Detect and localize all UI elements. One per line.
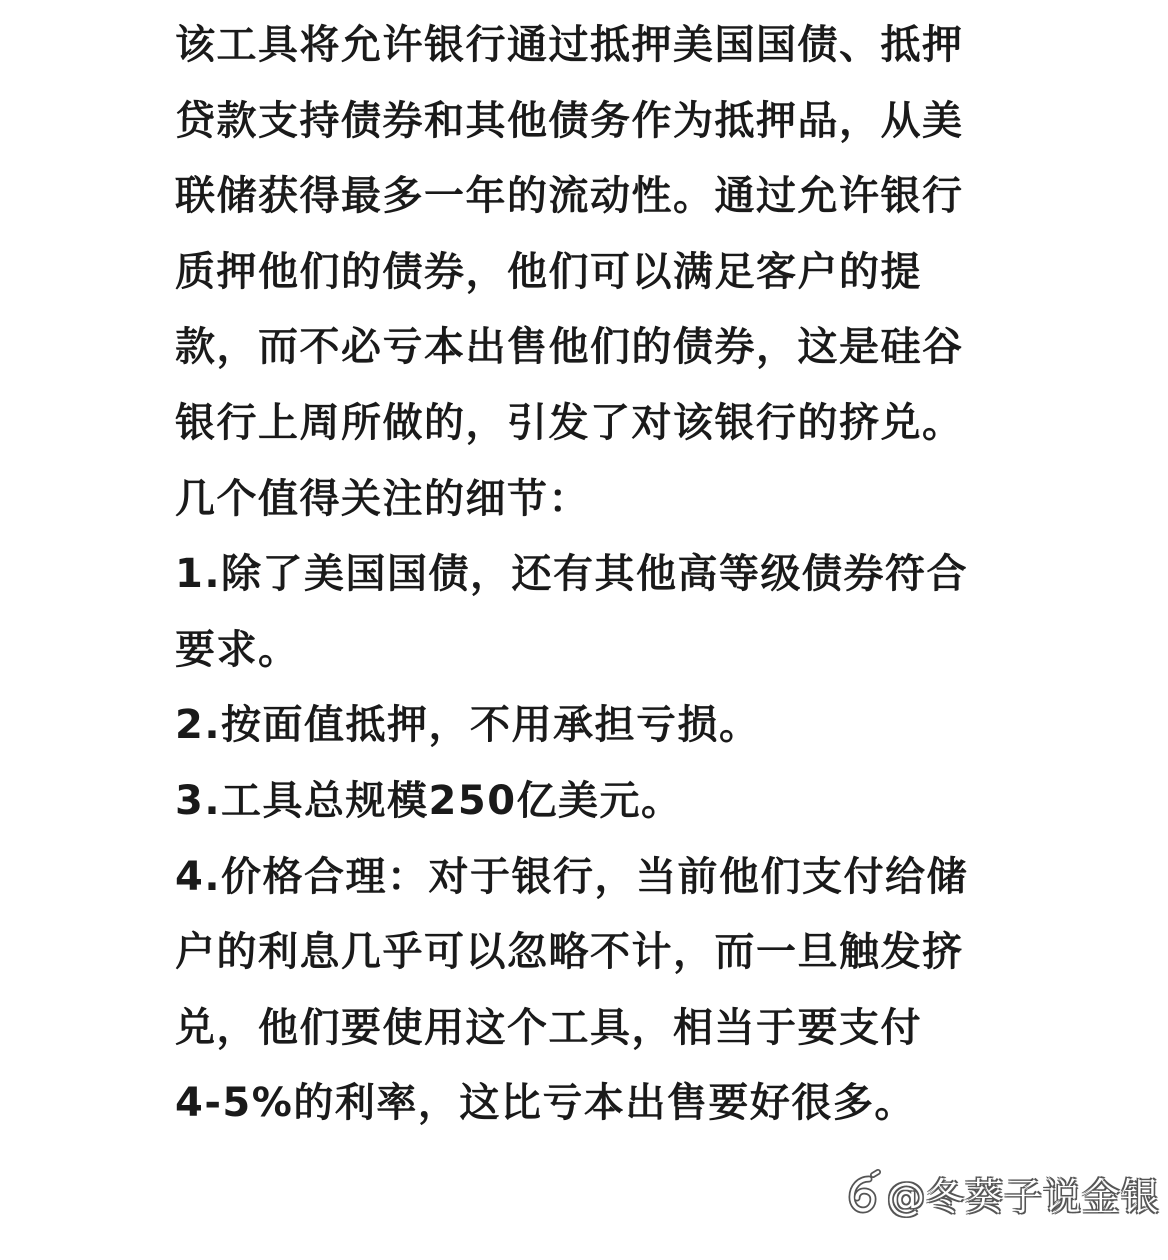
weibo-logo-icon [843, 1169, 883, 1217]
article-text [175, 8, 995, 1142]
text-line: 质押他们的债券，他们可以满足客户的提 [175, 248, 922, 295]
list-item-4-cont: 兑，他们要使用这个工具，相当于要支付 [175, 1004, 922, 1051]
text-line: 该工具将允许银行通过抵押美国国债、抵押 [175, 22, 964, 68]
text-line: 款，而不必亏本出售他们的债券，这是硅谷 [175, 324, 964, 371]
list-item-1-cont: 要求。 [175, 626, 300, 673]
list-item-2: 2.按面值抵押，不用承担亏损。 [175, 702, 761, 749]
watermark-text: @冬葵子说金银 [886, 1174, 1160, 1219]
list-item-4: 4.价格合理：对于银行，当前他们支付给储 [175, 853, 969, 900]
text-line: 贷款支持债券和其他债务作为抵押品，从美 [175, 97, 964, 144]
watermark [843, 1163, 1160, 1223]
text-line: 联储获得最多一年的流动性。通过允许银行 [175, 173, 964, 220]
list-item-4-cont: 户的利息几乎可以忽略不计，而一旦触发挤 [175, 929, 964, 976]
list-item-1: 1.除了美国国债，还有其他高等级债券符合 [175, 551, 969, 598]
list-item-3: 3.工具总规模250亿美元。 [175, 777, 683, 824]
text-line: 银行上周所做的，引发了对该银行的挤兑。 [175, 399, 964, 446]
list-item-4-cont: 4-5%的利率，这比亏本出售要好很多。 [175, 1080, 916, 1127]
section-heading: 几个值得关注的细节： [175, 475, 590, 522]
